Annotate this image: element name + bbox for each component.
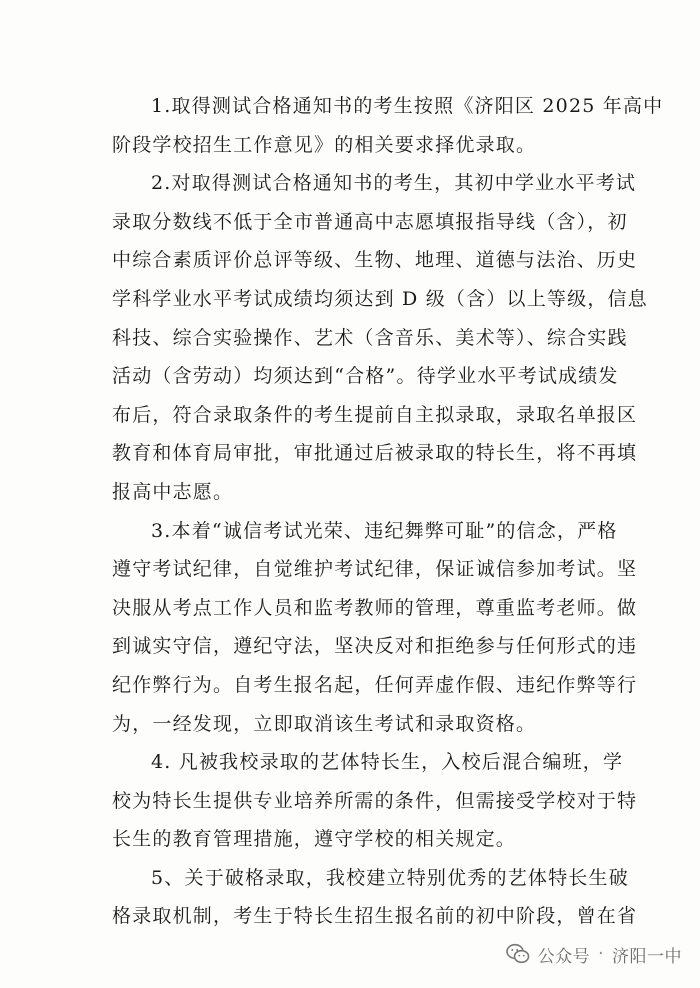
text-line: 教育和体育局审批，审批通过后被录取的特长生，将不再填	[112, 442, 638, 465]
text-line: 4. 凡被我校录取的艺体特长生，入校后混合编班，学	[151, 751, 624, 774]
text-line: 格录取机制，考生于特长生招生报名前的初中阶段，曾在省	[112, 905, 638, 928]
text-line: 活动（含劳动）均须达到“合格”。待学业水平考试成绩发	[112, 365, 619, 388]
text-line: 长生的教育管理措施，遵守学校的相关规定。	[112, 828, 517, 851]
text-line: 5、关于破格录取，我校建立特别优秀的艺体特长生破	[151, 866, 629, 889]
text-line: 布后，符合录取条件的考生提前自主拟录取，录取名单报区	[112, 403, 638, 426]
text-line: 遵守考试纪律，自觉维护考试纪律，保证诚信参加考试。坚	[112, 558, 638, 581]
text-line: 学科学业水平考试成绩均须达到 D 级（含）以上等级，信息	[112, 287, 648, 310]
text-line: 1.取得测试合格通知书的考生按照《济阳区 2025 年高中	[151, 95, 664, 117]
text-line: 2.对取得测试合格通知书的考生，其初中学业水平考试	[151, 172, 637, 195]
text-line: 阶段学校招生工作意见》的相关要求择优录取。	[112, 133, 537, 156]
watermark-account: 济阳一中	[612, 946, 682, 967]
text-line: 为，一经发现，立即取消该生考试和录取资格。	[112, 712, 537, 735]
text-line: 中综合素质评价总评等级、生物、地理、道德与法治、历史	[112, 249, 638, 272]
watermark-label: 公众号	[537, 946, 591, 967]
document-body	[112, 90, 664, 939]
wechat-icon	[506, 943, 530, 965]
text-line: 决服从考点工作人员和监考教师的管理，尊重监考老师。做	[112, 596, 638, 619]
text-line: 3.本着“诚信考试光荣、违纪舞弊可耻”的信念，严格	[151, 519, 618, 542]
text-line: 录取分数线不低于全市普通高中志愿填报指导线（含），初	[112, 210, 628, 233]
text-line: 到诚实守信，遵纪守法，坚决反对和拒绝参与任何形式的违	[112, 635, 638, 658]
text-line: 报高中志愿。	[112, 480, 234, 503]
text-line: 校为特长生提供专业培养所需的条件，但需接受学校对于特	[112, 789, 638, 812]
watermark	[506, 940, 682, 968]
text-line: 纪作弊行为。自考生报名起，任何弄虚作假、违纪作弊等行	[112, 673, 638, 696]
watermark-separator: ·	[598, 944, 604, 964]
text-line: 科技、综合实验操作、艺术（含音乐、美术等）、综合实践	[112, 326, 628, 349]
